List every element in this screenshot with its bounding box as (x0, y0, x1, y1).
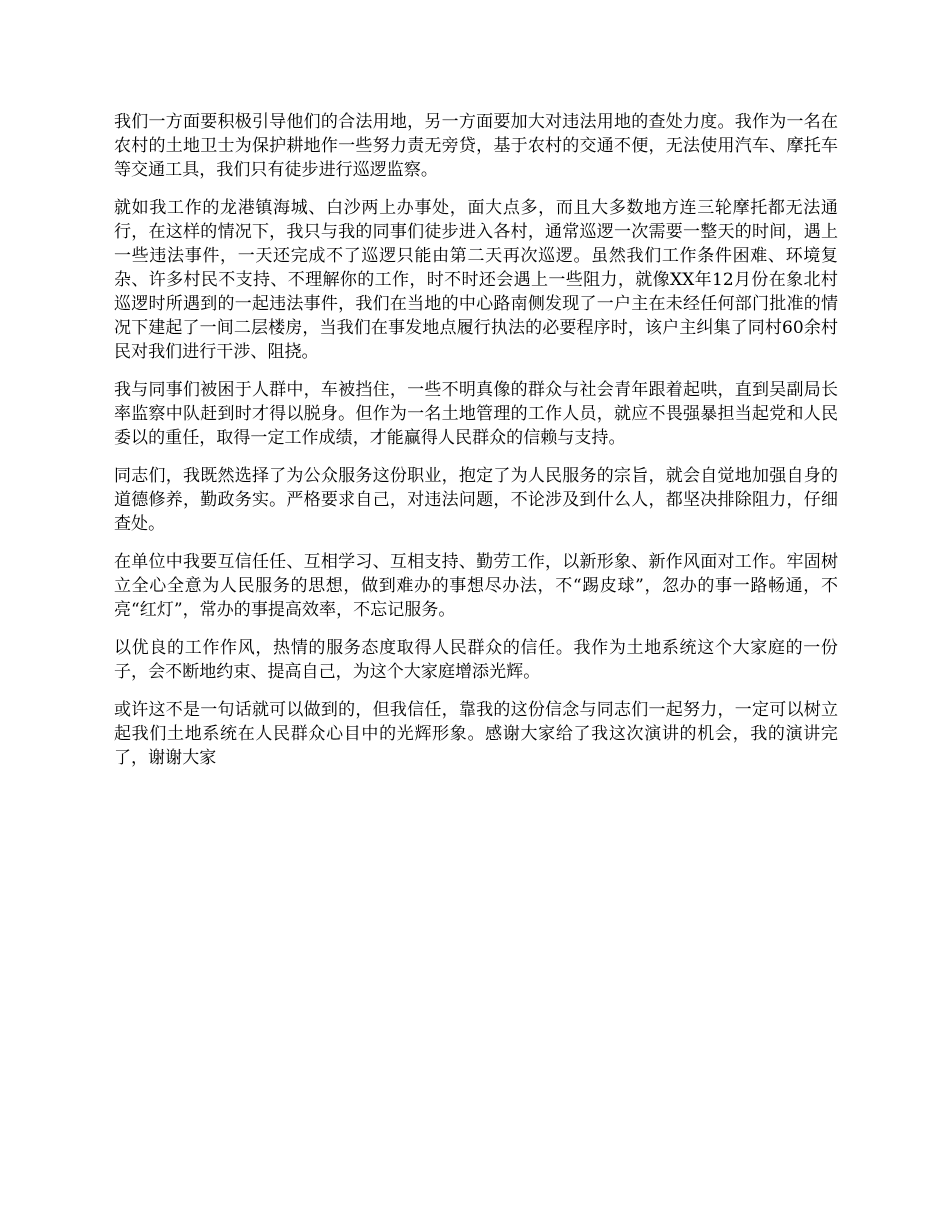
paragraph-5: 在单位中我要互信任任、互相学习、互相支持、勤劳工作，以新形象、新作风面对工作。牢固树立全心全意为人民服务的思想，做到难办的事想尽办法，不“踢皮球”，忽办的事一路畅通，不亮“红灯”，常办的事提高效率，不忘记服务。 (114, 552, 838, 620)
document-body (114, 110, 838, 784)
paragraph-7: 或许这不是一句话就可以做到的，但我信任，靠我的这份信念与同志们一起努力，一定可以树立起我们土地系统在人民群众心目中的光辉形象。感谢大家给了我这次演讲的机会，我的演讲完了，谢谢大家 (114, 700, 838, 768)
paragraph-6: 以优良的工作作风，热情的服务态度取得人民群众的信任。我作为土地系统这个大家庭的一份子，会不断地约束、提高自己，为这个大家庭增添光辉。 (114, 638, 838, 682)
paragraph-2: 就如我工作的龙港镇海城、白沙两上办事处，面大点多，而且大多数地方连三轮摩托都无法通行，在这样的情况下，我只与我的同事们徒步进入各村，通常巡逻一次需要一整天的时间，遇上一些违法事件，一天还完成不了巡逻只能由第二天再次巡逻。虽然我们工作条件困难、环境复杂、许多村民不支持、不理解你的工作，时不时还会遇上一些阻力，就像XX年12月份在象北村巡逻时所遇到的一起违法事件，我们在当地的中心路南侧发现了一户主在未经任何部门批准的情况下建起了一间二层楼房，当我们在事发地点履行执法的必要程序时，该户主纠集了同村60余村民对我们进行干涉、阻挠。 (114, 198, 838, 362)
paragraph-4: 同志们，我既然选择了为公众服务这份职业，抱定了为人民服务的宗旨，就会自觉地加强自身的道德修养，勤政务实。严格要求自己，对违法问题，不论涉及到什么人，都坚决排除阻力，仔细查处。 (114, 466, 838, 534)
paragraph-3: 我与同事们被困于人群中，车被挡住，一些不明真像的群众与社会青年跟着起哄，直到吴副局长率监察中队赶到时才得以脱身。但作为一名土地管理的工作人员，就应不畏强暴担当起党和人民委以的重任，取得一定工作成绩，才能赢得人民群众的信赖与支持。 (114, 380, 838, 448)
paragraph-1: 我们一方面要积极引导他们的合法用地，另一方面要加大对违法用地的查处力度。我作为一名在农村的土地卫士为保护耕地作一些努力责无旁贷，基于农村的交通不便，无法使用汽车、摩托车等交通工具，我们只有徒步进行巡逻监察。 (114, 112, 838, 180)
